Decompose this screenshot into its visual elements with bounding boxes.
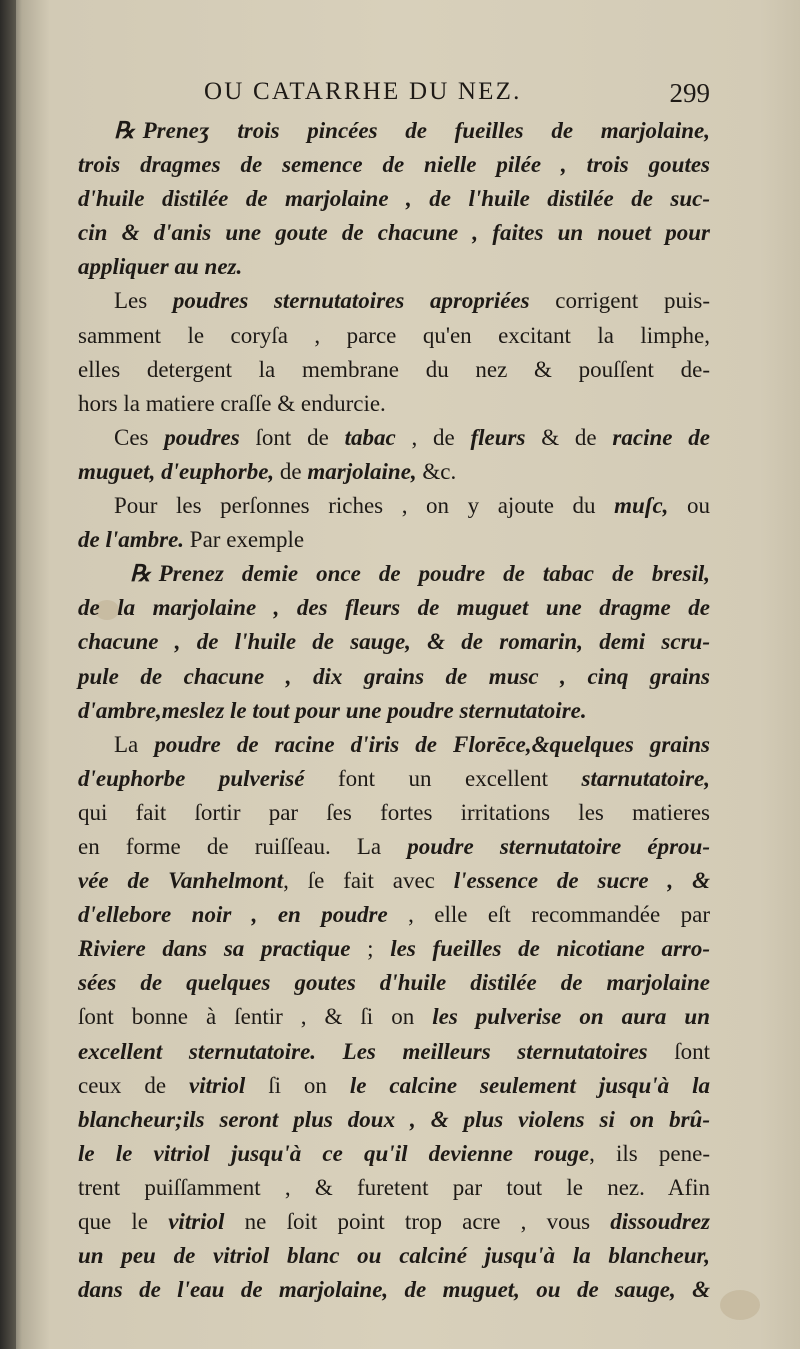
- roman-text: ſont bonne à ſentir , & ſi on: [78, 1004, 433, 1030]
- text-line: [78, 489, 710, 523]
- roman-text: &c.: [416, 458, 457, 484]
- italic-text: blancheur;ils seront plus doux , & plus violens si on brû-: [78, 1106, 710, 1132]
- text-line: [78, 455, 710, 489]
- text-line: [78, 694, 710, 728]
- italic-text: pule de chacune , dix grains de musc , cinq grains: [78, 663, 710, 689]
- text-line: [78, 216, 710, 250]
- recipe-symbol: ℞: [114, 118, 135, 143]
- roman-text: samment le coryſa , parce qu'en excitant la limphe,: [78, 322, 710, 348]
- italic-text: dissoudrez: [610, 1209, 710, 1234]
- paper-stain: [720, 1290, 760, 1320]
- text-line: [78, 830, 710, 864]
- italic-text: le calcine seulement jusqu'à la: [349, 1072, 710, 1098]
- roman-text: de: [274, 458, 308, 484]
- page-number: 299: [669, 78, 710, 108]
- italic-text: sées de quelques goutes d'huile distilée de marjolaine: [78, 970, 710, 996]
- italic-text: poudres sternutatoires apropriées: [172, 288, 530, 314]
- roman-text: , elle eſt recommandée par: [387, 902, 710, 928]
- text-line: [78, 1273, 710, 1307]
- italic-text: muſc,: [614, 493, 669, 519]
- text-line: [78, 796, 710, 830]
- italic-text: tabac: [344, 424, 396, 450]
- roman-text: La: [114, 731, 155, 757]
- italic-text: muguet, d'euphorbe,: [78, 458, 275, 484]
- roman-text: font un excellent: [304, 765, 582, 791]
- italic-text: poudres: [164, 424, 240, 450]
- roman-text: elles detergent la membrane du nez & pouſſent de-: [78, 356, 710, 382]
- italic-text: d'ambre,meslez le tout pour une poudre sternutatoire.: [78, 697, 587, 723]
- roman-text: ou: [668, 493, 711, 519]
- text-line: [78, 114, 710, 148]
- roman-text: ſont: [647, 1038, 711, 1064]
- text-line: [78, 1069, 710, 1103]
- roman-text: ;: [350, 936, 391, 962]
- text-line: [78, 898, 710, 932]
- italic-text: marjolaine,: [307, 458, 417, 484]
- recipe-symbol: ℞: [130, 561, 151, 587]
- roman-text: trent puiſſamment , & furetent par tout le nez. Afin: [78, 1174, 710, 1200]
- text-line: [78, 421, 710, 455]
- italic-text: d'ellebore noir , en poudre: [78, 902, 388, 928]
- italic-text: appliquer au nez.: [78, 254, 243, 280]
- text-body: [78, 114, 710, 1307]
- italic-text: de la marjolaine , des fleurs de muguet une dragme de: [78, 595, 710, 621]
- roman-text: , de: [395, 424, 471, 450]
- running-head: [78, 76, 710, 114]
- roman-text: Pour les perſonnes riches , on y ajoute du: [114, 493, 615, 519]
- text-line: [78, 250, 710, 284]
- italic-text: Riviere dans sa practique: [78, 936, 351, 962]
- roman-text: corrigent puis-: [529, 288, 710, 314]
- printed-page: [78, 76, 710, 1307]
- roman-text: hors la matiere craſſe & endurcie.: [78, 390, 386, 416]
- text-line: [78, 966, 710, 1000]
- italic-text: chacune , de l'huile de sauge, & de romarin, demi scru-: [78, 629, 710, 655]
- italic-text: trois dragmes de semence de nielle pilée , trois goutes: [78, 152, 710, 178]
- book-spine-shadow: [0, 0, 16, 1349]
- roman-text: en forme de ruiſſeau. La: [78, 833, 408, 859]
- roman-text: Ces: [114, 424, 165, 450]
- italic-text: cin & d'anis une goute de chacune , faites un nouet pour: [78, 220, 710, 246]
- italic-text: poudre sternutatoire éprou-: [407, 833, 710, 859]
- roman-text: ceux de: [78, 1072, 190, 1098]
- text-line: [78, 864, 710, 898]
- italic-text: les fueilles de nicotiane arro-: [390, 936, 711, 962]
- italic-text: excellent sternutatoire. Les meilleurs sternutatoires: [78, 1038, 648, 1064]
- text-line: [78, 932, 710, 966]
- text-line: [78, 728, 710, 762]
- text-line: [78, 1000, 710, 1034]
- italic-text: de l'ambre.: [78, 527, 185, 553]
- text-line: [78, 1171, 710, 1205]
- text-line: [78, 387, 710, 421]
- italic-text: dans de l'eau de marjolaine, de muguet, ou de sauge, &: [78, 1277, 710, 1303]
- roman-text: ſont de: [239, 424, 345, 450]
- italic-text: Prenez demie once de poudre de tabac de bresil,: [158, 561, 710, 587]
- text-line: [78, 660, 710, 694]
- italic-text: l'essence de sucre , &: [453, 868, 711, 894]
- italic-text: d'euphorbe pulverisé: [78, 765, 305, 791]
- roman-text: Par exemple: [184, 527, 305, 553]
- italic-text: vitriol: [168, 1209, 225, 1234]
- text-line: [78, 148, 710, 182]
- italic-text: fleurs: [470, 424, 526, 450]
- text-line: [78, 182, 710, 216]
- roman-text: qui fait ſortir par ſes fortes irritations les matieres: [78, 799, 710, 825]
- roman-text: que le: [78, 1209, 169, 1234]
- text-line: [78, 557, 710, 591]
- text-line: [78, 319, 710, 353]
- text-line: [78, 1137, 710, 1171]
- italic-text: poudre de racine d'iris de Florēce,&quelques grains: [154, 731, 710, 757]
- text-line: [78, 353, 710, 387]
- roman-text: , ils pene-: [589, 1140, 710, 1166]
- text-line: [78, 284, 710, 318]
- italic-text: Preneʒ trois pincées de fueilles de marjolaine,: [142, 118, 710, 143]
- text-line: [78, 1205, 710, 1239]
- text-line: [78, 523, 710, 557]
- roman-text: ſi on: [245, 1072, 350, 1098]
- roman-text: Les: [114, 288, 173, 314]
- italic-text: vée de Vanhelmont: [78, 868, 284, 894]
- text-line: [78, 762, 710, 796]
- roman-text: & de: [525, 424, 613, 450]
- text-line: [78, 591, 710, 625]
- italic-text: un peu de vitriol blanc ou calciné jusqu'à la blancheur,: [78, 1243, 710, 1269]
- text-line: [78, 625, 710, 659]
- italic-text: les pulverise on aura un: [432, 1004, 711, 1030]
- roman-text: ne ſoit point trop acre , vous: [224, 1209, 611, 1234]
- italic-text: le le vitriol jusqu'à ce qu'il devienne rouge: [78, 1140, 590, 1166]
- italic-text: d'huile distilée de marjolaine , de l'huile distilée de suc-: [78, 186, 710, 212]
- italic-text: racine de: [612, 424, 710, 450]
- italic-text: starnutatoire,: [581, 765, 710, 791]
- text-line: [78, 1035, 710, 1069]
- italic-text: vitriol: [189, 1072, 246, 1098]
- text-line: [78, 1103, 710, 1137]
- roman-text: , ſe fait avec: [283, 868, 454, 894]
- running-title: OU CATARRHE DU NEZ.: [204, 78, 522, 105]
- text-line: [78, 1239, 710, 1273]
